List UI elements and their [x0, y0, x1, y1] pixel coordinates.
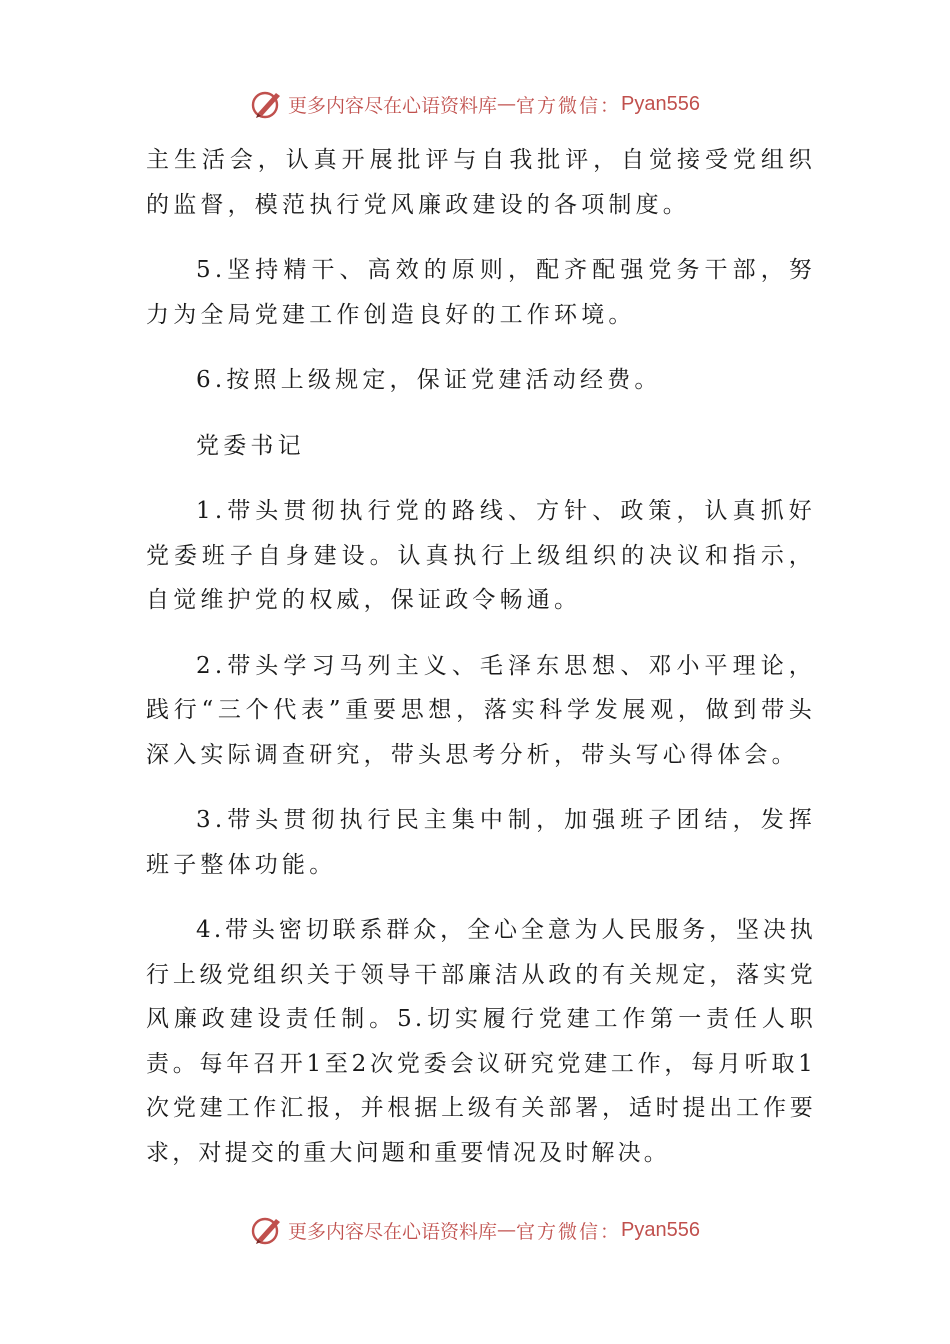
- pen-logo-icon: [250, 87, 284, 121]
- paragraph-secretary-2: 2.带头学习马列主义、毛泽东思想、邓小平理论，践行“三个代表”重要思想，落实科学发展观，做到带头深入实际调查研究，带头思考分析，带头写心得体会。: [146, 652, 816, 768]
- footer-wechat-label: 官方微信：: [516, 1220, 622, 1243]
- paragraph-secretary-3: 3.带头贯彻执行民主集中制，加强班子团结，发挥班子整体功能。: [146, 807, 816, 878]
- header-separator: —: [497, 93, 517, 115]
- paragraph-secretary-1: 1.带头贯彻执行党的路线、方针、政策，认真抓好党委班子自身建设。认真执行上级组织的决议和指示，自觉维护党的权威，保证政令畅通。: [146, 498, 816, 613]
- header-wechat-id: Pyan556: [621, 92, 700, 115]
- header-brand-text: 更多内容尽在心语资料库: [288, 94, 498, 117]
- paragraph-continued: 主生活会，认真开展批评与自我批评，自觉接受党组织的监督，模范执行党风廉政建设的各项制度。: [146, 147, 816, 218]
- paragraph-item-5: 5.坚持精干、高效的原则，配齐配强党务干部，努力为全局党建工作创造良好的工作环境。: [146, 257, 816, 328]
- footer-brand-text: 更多内容尽在心语资料库: [288, 1220, 498, 1243]
- paragraph-item-6: 6.按照上级规定，保证党建活动经费。: [196, 367, 662, 393]
- footer-wechat-id: Pyan556: [621, 1218, 700, 1241]
- section-heading: 党委书记: [196, 432, 305, 459]
- footer-separator: —: [497, 1219, 517, 1241]
- document-body: [146, 138, 816, 1196]
- header-wechat-label: 官方微信：: [516, 94, 622, 117]
- footer-watermark: [0, 1210, 950, 1250]
- paragraph-secretary-4: 4.带头密切联系群众，全心全意为人民服务，坚决执行上级党组织关于领导干部廉洁从政的有关规定，落实党风廉政建设责任制。5.切实履行党建工作第一责任人职责。每年召开1至2次党委会议研究党建工作，每月听取1次党建工作汇报，并根据上级有关部署，适时提出工作要求，对提交的重大问题和重要情况及时解决。: [146, 917, 816, 1166]
- header-watermark: [0, 84, 950, 124]
- pen-logo-icon: [250, 1213, 284, 1247]
